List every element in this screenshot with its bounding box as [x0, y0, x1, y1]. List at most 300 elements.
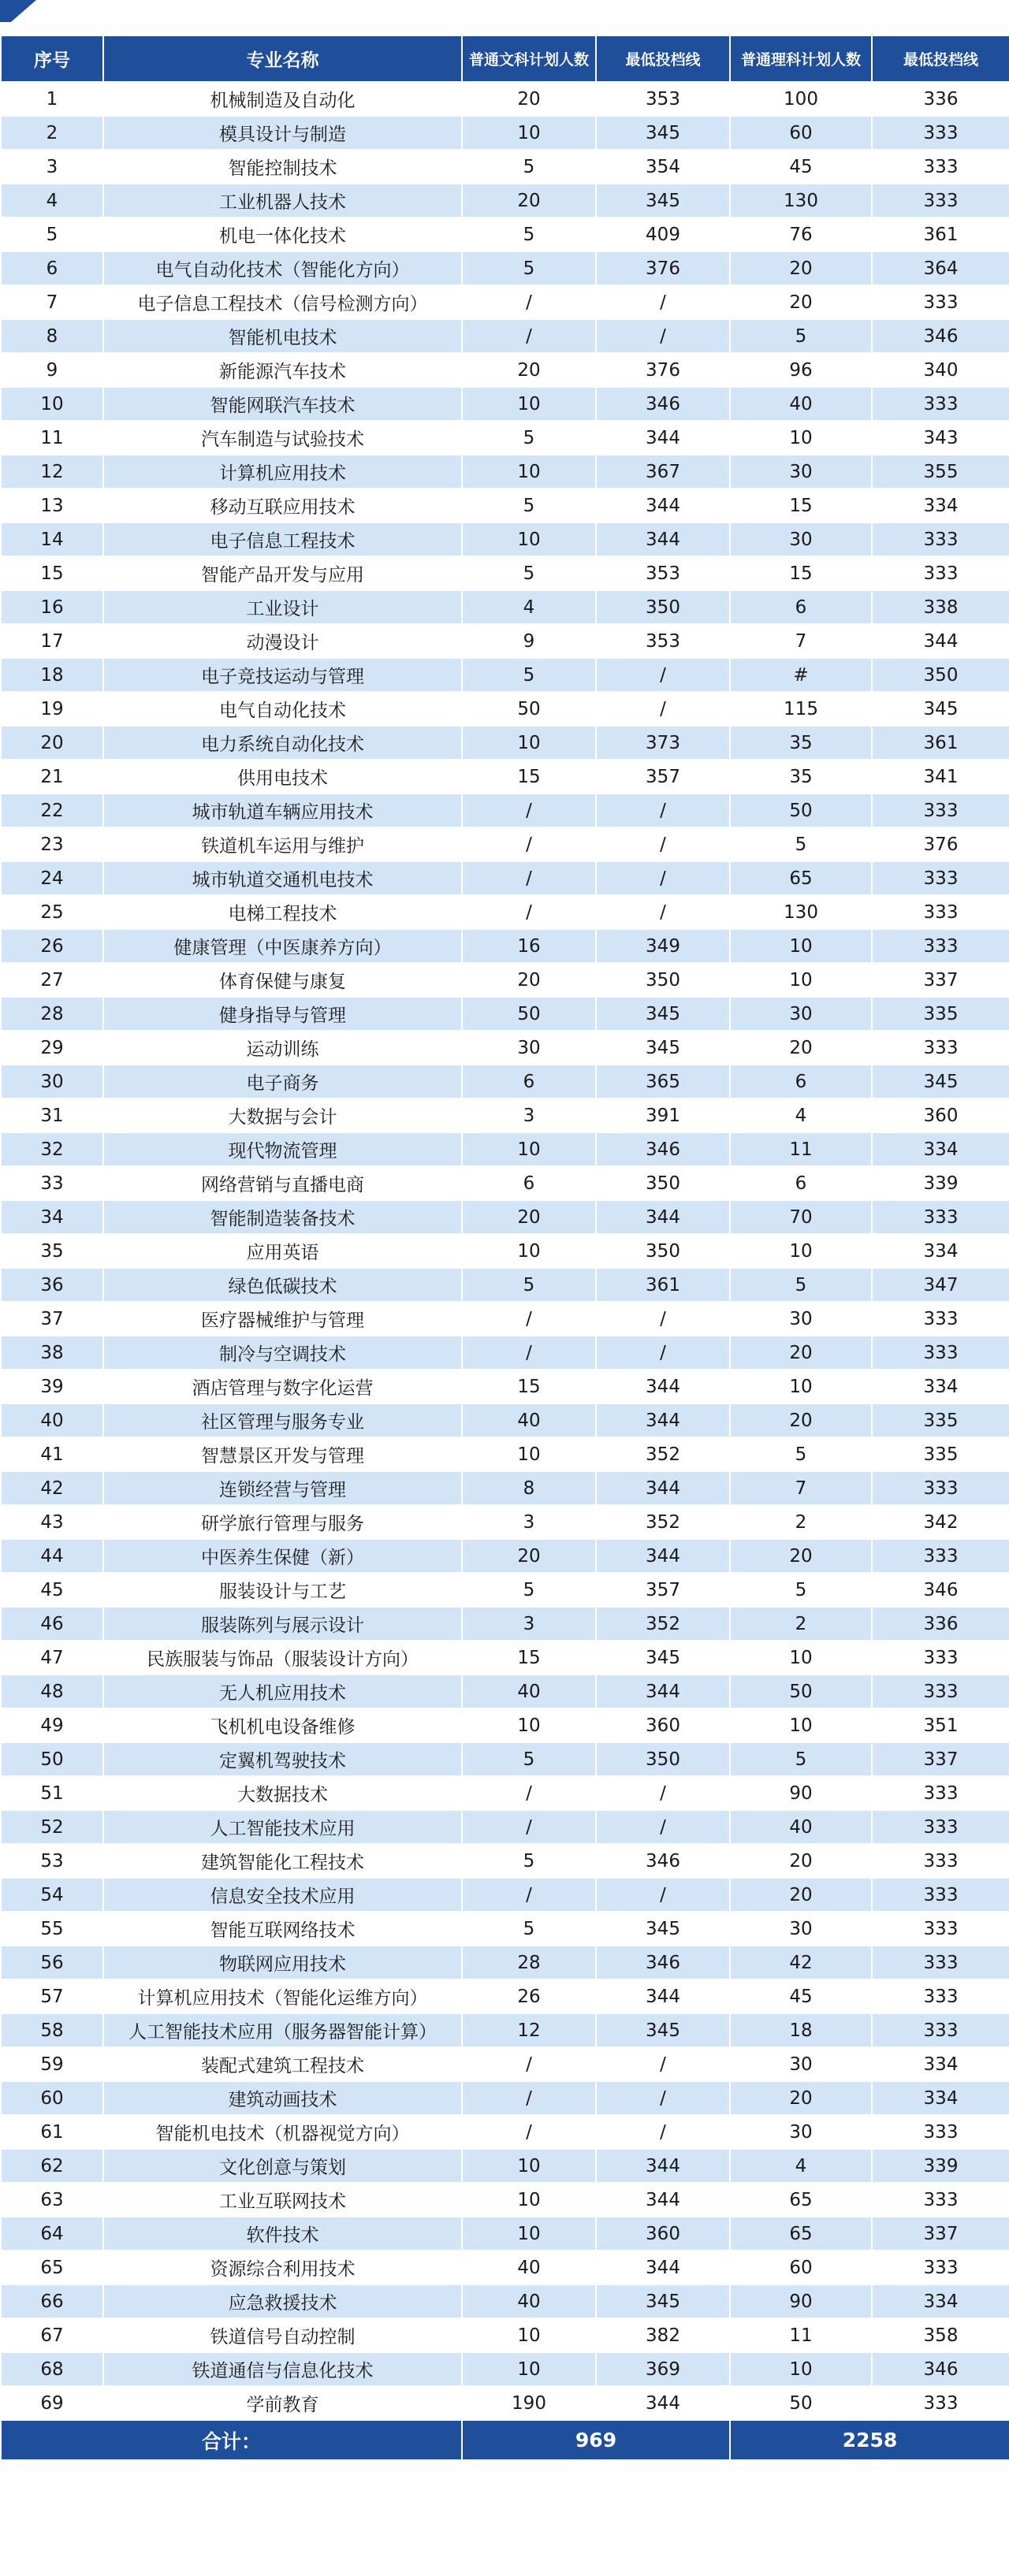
- row-index: 20: [1, 726, 103, 760]
- admission-score-table: [0, 35, 1009, 2461]
- arts-min-score: 376: [596, 353, 730, 387]
- row-index: 66: [1, 2284, 103, 2318]
- row-index: 8: [1, 319, 103, 353]
- arts-plan: 20: [462, 82, 596, 116]
- science-min-score: 333: [872, 2115, 1009, 2149]
- science-min-score: 333: [872, 1912, 1009, 1946]
- arts-min-score: 346: [596, 1844, 730, 1878]
- arts-plan: 6: [462, 1065, 596, 1098]
- science-plan: 20: [730, 285, 872, 319]
- row-index: 11: [1, 421, 103, 455]
- arts-plan: /: [462, 2115, 596, 2149]
- header-major-name: 专业名称: [103, 35, 462, 82]
- arts-min-score: /: [596, 2115, 730, 2149]
- science-min-score: 335: [872, 997, 1009, 1031]
- science-plan: 30: [730, 1912, 872, 1946]
- science-min-score: 334: [872, 2284, 1009, 2318]
- arts-min-score: 344: [596, 1471, 730, 1505]
- science-min-score: 333: [872, 522, 1009, 556]
- science-plan: 4: [730, 1098, 872, 1132]
- row-index: 1: [1, 82, 103, 116]
- table-row: [1, 1166, 1009, 1200]
- science-plan: 5: [730, 1742, 872, 1776]
- row-index: 4: [1, 184, 103, 217]
- arts-min-score: 360: [596, 1708, 730, 1742]
- science-plan: 50: [730, 794, 872, 827]
- row-index: 29: [1, 1031, 103, 1065]
- table-row: [1, 1302, 1009, 1336]
- arts-plan: 10: [462, 116, 596, 150]
- row-index: 43: [1, 1505, 103, 1539]
- science-plan: 10: [730, 963, 872, 997]
- arts-plan: 6: [462, 1166, 596, 1200]
- arts-plan: 4: [462, 590, 596, 624]
- arts-plan: 5: [462, 150, 596, 184]
- science-plan: 65: [730, 2217, 872, 2251]
- arts-min-score: 369: [596, 2352, 730, 2386]
- table-row: [1, 1539, 1009, 1573]
- arts-plan: 20: [462, 1200, 596, 1234]
- arts-plan: 10: [462, 522, 596, 556]
- arts-plan: 5: [462, 556, 596, 590]
- arts-min-score: 360: [596, 2217, 730, 2251]
- total-label: 合计：: [1, 2420, 462, 2460]
- row-index: 23: [1, 827, 103, 861]
- science-plan: 30: [730, 997, 872, 1031]
- science-plan: 10: [730, 929, 872, 963]
- science-min-score: 336: [872, 82, 1009, 116]
- major-name: 学前教育: [103, 2386, 462, 2420]
- science-min-score: 333: [872, 2251, 1009, 2284]
- science-plan: 5: [730, 1268, 872, 1302]
- major-name: 电子信息工程技术（信号检测方向）: [103, 285, 462, 319]
- table-row: [1, 1437, 1009, 1471]
- science-min-score: 361: [872, 217, 1009, 251]
- table-row: [1, 1065, 1009, 1098]
- major-name: 民族服装与饰品（服装设计方向）: [103, 1641, 462, 1675]
- arts-plan: 40: [462, 1675, 596, 1708]
- arts-min-score: 382: [596, 2318, 730, 2352]
- science-min-score: 333: [872, 1878, 1009, 1912]
- arts-plan: 10: [462, 1708, 596, 1742]
- major-name: 机械制造及自动化: [103, 82, 462, 116]
- table-row: [1, 760, 1009, 794]
- major-name: 电气自动化技术: [103, 692, 462, 726]
- arts-min-score: 391: [596, 1098, 730, 1132]
- science-plan: 20: [730, 1878, 872, 1912]
- science-min-score: 333: [872, 285, 1009, 319]
- table-row: [1, 1607, 1009, 1641]
- row-index: 44: [1, 1539, 103, 1573]
- arts-plan: 5: [462, 421, 596, 455]
- arts-plan: 9: [462, 624, 596, 658]
- science-min-score: 333: [872, 387, 1009, 421]
- row-index: 26: [1, 929, 103, 963]
- science-plan: 5: [730, 1437, 872, 1471]
- arts-plan: 40: [462, 1403, 596, 1437]
- arts-plan: /: [462, 794, 596, 827]
- arts-min-score: 346: [596, 1132, 730, 1166]
- science-min-score: 355: [872, 455, 1009, 489]
- row-index: 55: [1, 1912, 103, 1946]
- science-min-score: 333: [872, 1302, 1009, 1336]
- major-name: 信息安全技术应用: [103, 1878, 462, 1912]
- table-row: [1, 1641, 1009, 1675]
- arts-min-score: 346: [596, 387, 730, 421]
- major-name: 智能制造装备技术: [103, 1200, 462, 1234]
- row-index: 15: [1, 556, 103, 590]
- arts-min-score: 349: [596, 929, 730, 963]
- arts-min-score: 344: [596, 1539, 730, 1573]
- table-row: [1, 1132, 1009, 1166]
- admission-table-container: [0, 35, 1009, 2461]
- arts-min-score: /: [596, 861, 730, 895]
- row-index: 38: [1, 1336, 103, 1370]
- row-index: 35: [1, 1234, 103, 1268]
- row-index: 41: [1, 1437, 103, 1471]
- science-plan: 30: [730, 455, 872, 489]
- science-plan: 7: [730, 624, 872, 658]
- row-index: 5: [1, 217, 103, 251]
- major-name: 电气自动化技术（智能化方向）: [103, 251, 462, 285]
- row-index: 40: [1, 1403, 103, 1437]
- science-plan: 90: [730, 2284, 872, 2318]
- table-row: [1, 2284, 1009, 2318]
- arts-plan: /: [462, 1776, 596, 1810]
- arts-min-score: 350: [596, 1742, 730, 1776]
- table-row: [1, 861, 1009, 895]
- science-plan: 100: [730, 82, 872, 116]
- arts-plan: 10: [462, 2217, 596, 2251]
- table-row: [1, 2081, 1009, 2115]
- row-index: 9: [1, 353, 103, 387]
- table-row: [1, 421, 1009, 455]
- science-min-score: 334: [872, 2047, 1009, 2081]
- major-name: 智能互联网络技术: [103, 1912, 462, 1946]
- row-index: 6: [1, 251, 103, 285]
- table-row: [1, 929, 1009, 963]
- table-row: [1, 895, 1009, 929]
- arts-min-score: 344: [596, 421, 730, 455]
- table-row: [1, 184, 1009, 217]
- table-row: [1, 522, 1009, 556]
- science-min-score: 337: [872, 2217, 1009, 2251]
- science-min-score: 336: [872, 1607, 1009, 1641]
- major-name: 智能控制技术: [103, 150, 462, 184]
- science-min-score: 364: [872, 251, 1009, 285]
- science-plan: #: [730, 658, 872, 692]
- table-row: [1, 997, 1009, 1031]
- arts-min-score: 345: [596, 1031, 730, 1065]
- science-min-score: 333: [872, 556, 1009, 590]
- arts-plan: /: [462, 1336, 596, 1370]
- major-name: 城市轨道车辆应用技术: [103, 794, 462, 827]
- table-row: [1, 556, 1009, 590]
- science-plan: 15: [730, 489, 872, 522]
- row-index: 39: [1, 1370, 103, 1403]
- arts-min-score: 345: [596, 1912, 730, 1946]
- arts-min-score: 357: [596, 760, 730, 794]
- arts-plan: 5: [462, 1268, 596, 1302]
- arts-min-score: 367: [596, 455, 730, 489]
- table-row: [1, 590, 1009, 624]
- major-name: 社区管理与服务专业: [103, 1403, 462, 1437]
- major-name: 铁道通信与信息化技术: [103, 2352, 462, 2386]
- arts-min-score: /: [596, 794, 730, 827]
- table-row: [1, 1573, 1009, 1607]
- row-index: 60: [1, 2081, 103, 2115]
- header-arts-min-score: 最低投档线: [596, 35, 730, 82]
- row-index: 24: [1, 861, 103, 895]
- table-row: [1, 2115, 1009, 2149]
- major-name: 汽车制造与试验技术: [103, 421, 462, 455]
- science-min-score: 345: [872, 1065, 1009, 1098]
- arts-min-score: 344: [596, 522, 730, 556]
- table-row: [1, 1979, 1009, 2013]
- science-min-score: 333: [872, 184, 1009, 217]
- table-row: [1, 1471, 1009, 1505]
- science-min-score: 361: [872, 726, 1009, 760]
- arts-plan: 20: [462, 1539, 596, 1573]
- row-index: 53: [1, 1844, 103, 1878]
- major-name: 医疗器械维护与管理: [103, 1302, 462, 1336]
- major-name: 铁道机车运用与维护: [103, 827, 462, 861]
- science-min-score: 333: [872, 1810, 1009, 1844]
- science-plan: 20: [730, 1031, 872, 1065]
- science-plan: 50: [730, 1675, 872, 1708]
- arts-min-score: 353: [596, 82, 730, 116]
- arts-plan: /: [462, 861, 596, 895]
- row-index: 58: [1, 2013, 103, 2047]
- science-plan: 20: [730, 1539, 872, 1573]
- major-name: 软件技术: [103, 2217, 462, 2251]
- major-name: 物联网应用技术: [103, 1946, 462, 1979]
- arts-min-score: 365: [596, 1065, 730, 1098]
- major-name: 网络营销与直播电商: [103, 1166, 462, 1200]
- row-index: 62: [1, 2149, 103, 2183]
- major-name: 机电一体化技术: [103, 217, 462, 251]
- major-name: 无人机应用技术: [103, 1675, 462, 1708]
- major-name: 制冷与空调技术: [103, 1336, 462, 1370]
- arts-plan: 10: [462, 2149, 596, 2183]
- arts-min-score: /: [596, 1302, 730, 1336]
- science-plan: 65: [730, 2183, 872, 2217]
- row-index: 47: [1, 1641, 103, 1675]
- row-index: 59: [1, 2047, 103, 2081]
- arts-plan: 15: [462, 1370, 596, 1403]
- science-min-score: 333: [872, 1471, 1009, 1505]
- arts-plan: 10: [462, 455, 596, 489]
- major-name: 人工智能技术应用: [103, 1810, 462, 1844]
- science-min-score: 333: [872, 116, 1009, 150]
- row-index: 33: [1, 1166, 103, 1200]
- major-name: 资源综合利用技术: [103, 2251, 462, 2284]
- row-index: 28: [1, 997, 103, 1031]
- table-row: [1, 1505, 1009, 1539]
- major-name: 电子竞技运动与管理: [103, 658, 462, 692]
- table-row: [1, 1946, 1009, 1979]
- arts-min-score: 344: [596, 2183, 730, 2217]
- row-index: 61: [1, 2115, 103, 2149]
- arts-plan: /: [462, 2081, 596, 2115]
- science-min-score: 333: [872, 1539, 1009, 1573]
- arts-plan: 10: [462, 1437, 596, 1471]
- arts-plan: /: [462, 1878, 596, 1912]
- science-min-score: 333: [872, 1946, 1009, 1979]
- major-name: 建筑动画技术: [103, 2081, 462, 2115]
- major-name: 建筑智能化工程技术: [103, 1844, 462, 1878]
- arts-plan: 3: [462, 1098, 596, 1132]
- row-index: 37: [1, 1302, 103, 1336]
- row-index: 50: [1, 1742, 103, 1776]
- science-plan: 70: [730, 1200, 872, 1234]
- table-row: [1, 387, 1009, 421]
- science-plan: 7: [730, 1471, 872, 1505]
- arts-plan: 50: [462, 692, 596, 726]
- arts-min-score: /: [596, 1810, 730, 1844]
- arts-total: 969: [462, 2420, 730, 2460]
- science-min-score: 333: [872, 794, 1009, 827]
- arts-min-score: 345: [596, 1641, 730, 1675]
- science-plan: 60: [730, 116, 872, 150]
- row-index: 57: [1, 1979, 103, 2013]
- arts-plan: 16: [462, 929, 596, 963]
- arts-plan: 8: [462, 1471, 596, 1505]
- arts-min-score: 344: [596, 2386, 730, 2420]
- row-index: 68: [1, 2352, 103, 2386]
- science-plan: 4: [730, 2149, 872, 2183]
- science-plan: 96: [730, 353, 872, 387]
- row-index: 42: [1, 1471, 103, 1505]
- row-index: 22: [1, 794, 103, 827]
- row-index: 27: [1, 963, 103, 997]
- row-index: 31: [1, 1098, 103, 1132]
- science-plan: 11: [730, 2318, 872, 2352]
- arts-plan: 40: [462, 2284, 596, 2318]
- science-plan: 10: [730, 1234, 872, 1268]
- major-name: 计算机应用技术: [103, 455, 462, 489]
- arts-min-score: 344: [596, 489, 730, 522]
- science-min-score: 343: [872, 421, 1009, 455]
- row-index: 25: [1, 895, 103, 929]
- major-name: 中医养生保健（新）: [103, 1539, 462, 1573]
- science-min-score: 335: [872, 1403, 1009, 1437]
- major-name: 服装陈列与展示设计: [103, 1607, 462, 1641]
- row-index: 12: [1, 455, 103, 489]
- major-name: 工业互联网技术: [103, 2183, 462, 2217]
- arts-plan: 40: [462, 2251, 596, 2284]
- row-index: 63: [1, 2183, 103, 2217]
- major-name: 人工智能技术应用（服务器智能计算）: [103, 2013, 462, 2047]
- science-plan: 6: [730, 1065, 872, 1098]
- science-plan: 10: [730, 1708, 872, 1742]
- header-row: [1, 35, 1009, 82]
- row-index: 36: [1, 1268, 103, 1302]
- arts-min-score: 344: [596, 1979, 730, 2013]
- arts-plan: 20: [462, 353, 596, 387]
- table-row: [1, 2149, 1009, 2183]
- science-plan: 50: [730, 2386, 872, 2420]
- science-min-score: 350: [872, 658, 1009, 692]
- arts-plan: 15: [462, 760, 596, 794]
- science-min-score: 351: [872, 1708, 1009, 1742]
- arts-plan: 10: [462, 387, 596, 421]
- major-name: 连锁经营与管理: [103, 1471, 462, 1505]
- total-row: [1, 2420, 1009, 2460]
- arts-plan: 10: [462, 1234, 596, 1268]
- science-min-score: 339: [872, 2149, 1009, 2183]
- arts-min-score: /: [596, 2081, 730, 2115]
- science-plan: 76: [730, 217, 872, 251]
- table-row: [1, 1370, 1009, 1403]
- table-row: [1, 1403, 1009, 1437]
- table-row: [1, 1031, 1009, 1065]
- arts-min-score: 344: [596, 1200, 730, 1234]
- science-plan: 30: [730, 2115, 872, 2149]
- arts-plan: /: [462, 827, 596, 861]
- science-min-score: 333: [872, 929, 1009, 963]
- major-name: 体育保健与康复: [103, 963, 462, 997]
- arts-min-score: /: [596, 658, 730, 692]
- science-min-score: 346: [872, 2352, 1009, 2386]
- science-min-score: 333: [872, 861, 1009, 895]
- arts-min-score: 357: [596, 1573, 730, 1607]
- major-name: 绿色低碳技术: [103, 1268, 462, 1302]
- table-footer: [1, 2420, 1009, 2460]
- arts-plan: 30: [462, 1031, 596, 1065]
- science-plan: 42: [730, 1946, 872, 1979]
- major-name: 电子商务: [103, 1065, 462, 1098]
- arts-min-score: 409: [596, 217, 730, 251]
- science-plan: 6: [730, 590, 872, 624]
- science-plan: 65: [730, 861, 872, 895]
- science-plan: 130: [730, 895, 872, 929]
- arts-plan: 3: [462, 1505, 596, 1539]
- table-row: [1, 1268, 1009, 1302]
- major-name: 大数据技术: [103, 1776, 462, 1810]
- row-index: 16: [1, 590, 103, 624]
- arts-plan: 28: [462, 1946, 596, 1979]
- arts-min-score: 376: [596, 251, 730, 285]
- table-row: [1, 963, 1009, 997]
- row-index: 54: [1, 1878, 103, 1912]
- science-plan: 45: [730, 150, 872, 184]
- arts-plan: 10: [462, 2183, 596, 2217]
- table-row: [1, 658, 1009, 692]
- major-name: 飞机机电设备维修: [103, 1708, 462, 1742]
- header-index: 序号: [1, 35, 103, 82]
- arts-min-score: 352: [596, 1607, 730, 1641]
- science-plan: 30: [730, 1302, 872, 1336]
- science-min-score: 333: [872, 2013, 1009, 2047]
- major-name: 健身指导与管理: [103, 997, 462, 1031]
- arts-min-score: /: [596, 895, 730, 929]
- row-index: 56: [1, 1946, 103, 1979]
- science-min-score: 345: [872, 692, 1009, 726]
- table-row: [1, 1200, 1009, 1234]
- science-plan: 5: [730, 319, 872, 353]
- arts-plan: 10: [462, 1132, 596, 1166]
- arts-min-score: 354: [596, 150, 730, 184]
- science-plan: 115: [730, 692, 872, 726]
- arts-plan: 15: [462, 1641, 596, 1675]
- major-name: 电力系统自动化技术: [103, 726, 462, 760]
- table-row: [1, 692, 1009, 726]
- arts-plan: /: [462, 285, 596, 319]
- row-index: 52: [1, 1810, 103, 1844]
- science-min-score: 333: [872, 1844, 1009, 1878]
- arts-min-score: 352: [596, 1437, 730, 1471]
